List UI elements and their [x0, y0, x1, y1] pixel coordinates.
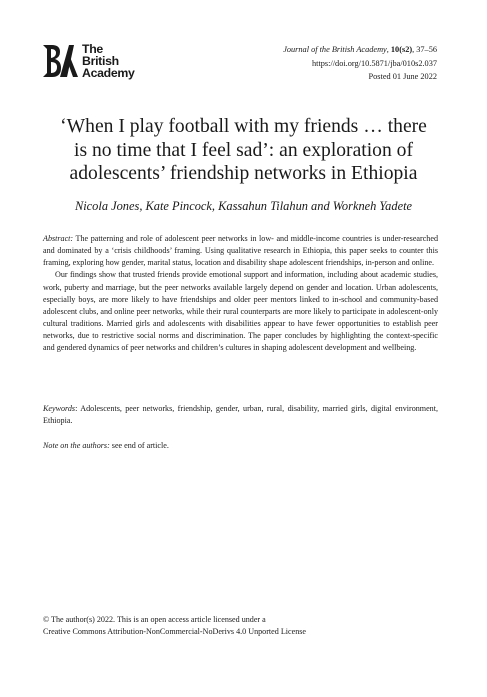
posted-date: Posted 01 June 2022: [368, 72, 437, 81]
keywords: [43, 403, 438, 427]
abstract: [43, 233, 438, 355]
title-line: adolescents’ friendship networks in Ethiopia: [69, 163, 418, 185]
journal-citation: Journal of the British Academy, 10(s2), 37–56: [283, 45, 437, 54]
author-note-label: Note on the authors:: [43, 441, 110, 450]
journal-volume: 10(s2): [390, 45, 413, 54]
british-academy-logo: [41, 43, 151, 81]
abstract-text: The patterning and role of adolescent peer networks in low- and middle-income countries is under-researched and dominated by a ‘crisis childhoods’ framing. Using qualitative research in Ethiopia, this paper seeks to counter this framing, exploring how gender, marital status, location and disability shape adolescent friendships, in-person and online.: [43, 234, 438, 268]
author-note-text: see end of article.: [109, 441, 169, 450]
keywords-text: : Adolescents, peer networks, friendship, gender, urban, rural, disability, married girls, digital environment, Ethiopia.: [43, 404, 438, 426]
keywords-label: Keywords: [43, 404, 76, 413]
license-footer: [43, 614, 306, 637]
british-academy-mark-icon: [41, 43, 79, 79]
license-line: © The author(s) 2022. This is an open access article licensed under a: [43, 615, 266, 624]
abstract-paragraph: [43, 233, 438, 269]
logo-line: British: [82, 54, 119, 68]
title-line: is no time that I feel sad’: an exploration of: [74, 139, 413, 161]
license-link[interactable]: Creative Commons Attribution-NonCommercial-NoDerivs 4.0 Unported License: [43, 626, 306, 636]
article-authors: Nicola Jones, Kate Pincock, Kassahun Tilahun and Workneh Yadete: [74, 199, 413, 213]
logo-line: The: [82, 42, 103, 56]
journal-doi-link[interactable]: https://doi.org/10.5871/jba/010s2.037: [312, 58, 437, 68]
logo-line: Academy: [82, 66, 135, 80]
abstract-paragraph: Our findings show that trusted friends provide emotional support and information, including about academic studies, work, puberty and marriage, but the peer networks available largely depend on gender and location. Urban adolescents, especially boys, are more likely to have friendships and older peer mentors linked to in-school and community-based adolescent clubs, and online peer networks, while their rural counterparts are more likely to participate in adolescent-only cultural traditions. Married girls and adolescents with disabilities appear to have fewer opportunities to establish peer networks, due to restrictive social norms and discrimination. The paper concludes by highlighting the context-specific and gendered dynamics of peer networks and children’s cultures in shaping adolescent development and wellbeing.: [43, 270, 438, 353]
abstract-label: Abstract:: [43, 234, 74, 243]
title-line: ‘When I play football with my friends … there: [60, 116, 427, 137]
journal-name: Journal of the British Academy: [283, 45, 387, 54]
journal-info: [283, 43, 437, 84]
article-title: [40, 115, 447, 186]
journal-pages: , 37–56: [412, 45, 437, 54]
author-note: [43, 440, 438, 452]
logo-wordmark: [82, 43, 135, 79]
